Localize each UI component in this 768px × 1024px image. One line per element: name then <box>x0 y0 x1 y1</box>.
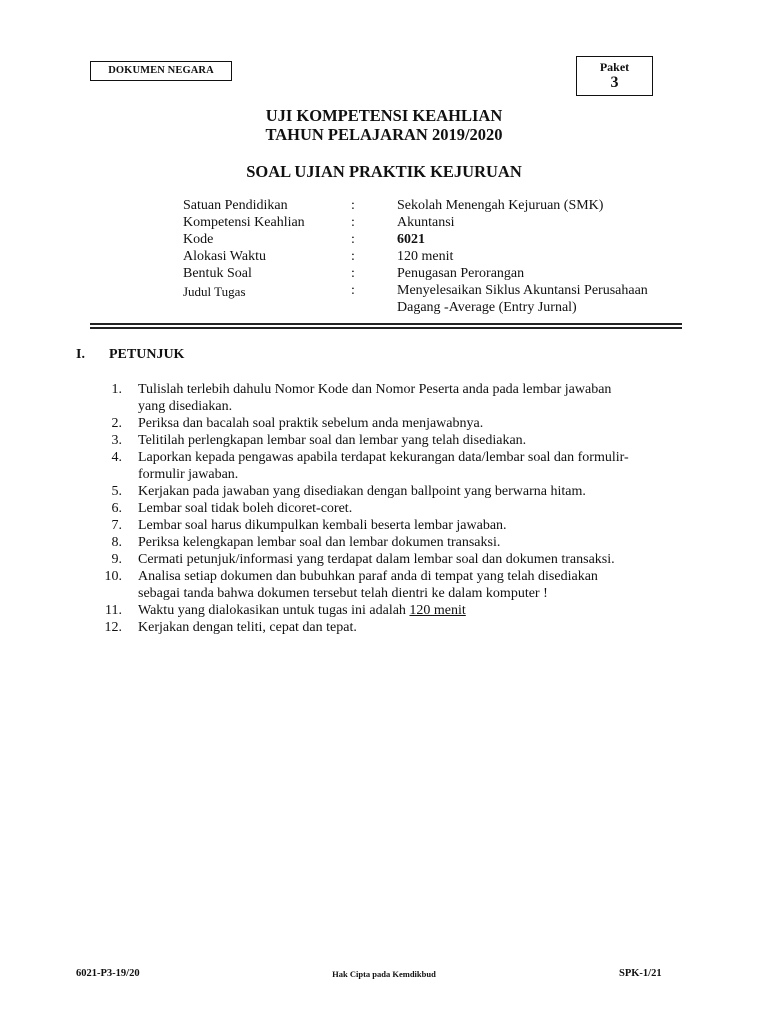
info-colon: : <box>351 266 355 281</box>
section-title: PETUNJUK <box>109 347 185 362</box>
list-item-text: yang disediakan. <box>138 399 233 414</box>
divider-line <box>90 323 682 325</box>
list-item-number: 11. <box>105 603 122 618</box>
list-item-number: 4. <box>111 450 122 465</box>
list-item-number: 5. <box>111 484 122 499</box>
list-item-text <box>138 602 688 619</box>
list-item-number: 3. <box>111 433 122 448</box>
list-item-text: Analisa setiap dokumen dan bubuhkan paraf anda di tempat yang telah disediakan <box>138 569 598 584</box>
info-value: Penugasan Perorangan <box>397 266 525 281</box>
paket-number: 3 <box>610 74 619 91</box>
exam-subtitle: SOAL UJIAN PRAKTIK KEJURUAN <box>246 162 522 181</box>
paket-box <box>576 56 653 96</box>
list-item-text: Laporkan kepada pengawas apabila terdapat kekurangan data/lembar soal dan formulir- <box>138 450 629 465</box>
list-item-text: Cermati petunjuk/informasi yang terdapat dalam lembar soal dan dokumen transaksi. <box>138 552 615 567</box>
list-item-number: 8. <box>111 535 122 550</box>
list-item-text: Kerjakan pada jawaban yang disediakan dengan ballpoint yang berwarna hitam. <box>138 484 586 499</box>
divider-line <box>90 327 682 329</box>
list-item-number: 1. <box>111 382 122 397</box>
list-item-number: 2. <box>111 416 122 431</box>
info-label: Kode <box>183 232 214 247</box>
list-item-text: Kerjakan dengan teliti, cepat dan tepat. <box>138 620 357 635</box>
info-label: Judul Tugas <box>183 284 246 299</box>
list-item-number: 6. <box>111 501 122 516</box>
list-item-text: Periksa dan bacalah soal praktik sebelum anda menjawabnya. <box>138 416 484 431</box>
document-classification-label: DOKUMEN NEGARA <box>90 61 232 81</box>
info-value: Sekolah Menengah Kejuruan (SMK) <box>397 198 604 213</box>
list-item-text-part: Waktu yang dialokasikan untuk tugas ini adalah <box>138 603 410 618</box>
list-item-text: Telitilah perlengkapan lembar soal dan lembar yang telah disediakan. <box>138 433 527 448</box>
info-value: 120 menit <box>397 249 454 264</box>
info-label: Bentuk Soal <box>183 266 252 281</box>
list-item-text: Periksa kelengkapan lembar soal dan lembar dokumen transaksi. <box>138 535 501 550</box>
info-colon: : <box>351 215 355 230</box>
list-item-number: 12. <box>104 620 122 635</box>
footer-page-number: SPK-1/21 <box>619 968 662 979</box>
info-value-code: 6021 <box>397 232 425 247</box>
info-value: Menyelesaikan Siklus Akuntansi Perusahaan <box>397 283 648 298</box>
info-colon: : <box>351 283 355 298</box>
exam-title: UJI KOMPETENSI KEAHLIAN <box>265 106 503 125</box>
section-number: I. <box>76 347 85 362</box>
list-item-text: sebagai tanda bahwa dokumen tersebut telah dientri ke dalam komputer ! <box>138 586 548 601</box>
paket-label: Paket <box>599 60 630 74</box>
info-colon: : <box>351 249 355 264</box>
exam-year: TAHUN PELAJARAN 2019/2020 <box>265 125 503 144</box>
list-item-text: Lembar soal harus dikumpulkan kembali beserta lembar jawaban. <box>138 518 507 533</box>
info-label: Satuan Pendidikan <box>183 198 288 213</box>
info-label: Kompetensi Keahlian <box>183 215 305 230</box>
info-colon: : <box>351 232 355 247</box>
list-item-number: 10. <box>104 569 122 584</box>
info-value-continued: Dagang -Average (Entry Jurnal) <box>397 300 577 315</box>
info-value: Akuntansi <box>397 215 455 230</box>
list-item-number: 9. <box>111 552 122 567</box>
info-colon: : <box>351 198 355 213</box>
list-item-number: 7. <box>111 518 122 533</box>
footer-document-code: 6021-P3-19/20 <box>76 968 140 979</box>
footer-copyright: Hak Cipta pada Kemdikbud <box>332 969 436 979</box>
info-label: Alokasi Waktu <box>183 249 266 264</box>
time-allocation-underlined: 120 menit <box>409 603 466 618</box>
list-item-text: Tulislah terlebih dahulu Nomor Kode dan Nomor Peserta anda pada lembar jawaban <box>138 382 612 397</box>
list-item-text: Lembar soal tidak boleh dicoret-coret. <box>138 501 353 516</box>
list-item-text: formulir jawaban. <box>138 467 239 482</box>
